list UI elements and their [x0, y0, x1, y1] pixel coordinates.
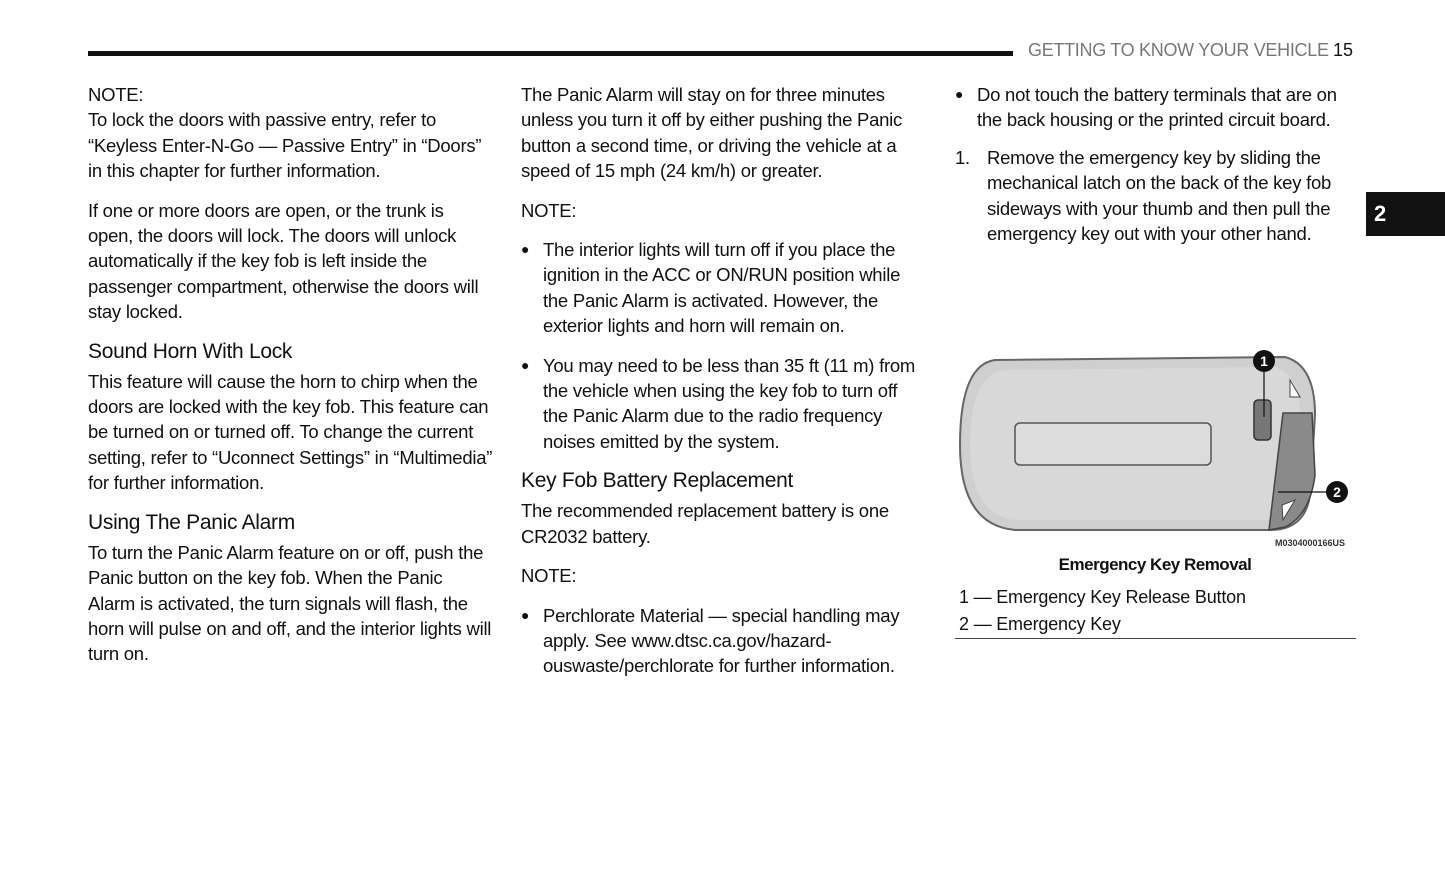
- step-text: Remove the emergency key by sliding the mechanical latch on the back of the key fob sideways with your thumb and then pull the emergency key out with your other hand.: [987, 146, 1332, 245]
- step-list: [955, 145, 1356, 247]
- figure-legend: [959, 584, 1246, 638]
- column-2: [521, 82, 926, 693]
- paragraph: This feature will cause the horn to chirp when the doors are locked with the key fob. This feature can be turned on or turned off. To change the current setting, refer to “Uconnect Settings” in “Multimedia” for further information.: [88, 370, 493, 494]
- figure-code: M0304000166US: [1275, 538, 1346, 548]
- bullet-item: ● The interior lights will turn off if you place the ignition in the ACC or ON/RUN position while the Panic Alarm is activated. However, the exterior lights and horn will remain on.: [521, 237, 926, 339]
- svg-text:1: 1: [1260, 353, 1268, 369]
- note-bullets: [521, 237, 926, 454]
- figure-caption: Emergency Key Removal: [1058, 555, 1252, 574]
- column-1: [88, 82, 493, 681]
- paragraph: If one or more doors are open, or the trunk is open, the doors will lock. The doors will unlock automatically if the key fob is left inside the passenger compartment, otherwise the doors will stay locked.: [88, 199, 479, 323]
- bullet-item: ● You may need to be less than 35 ft (11 m) from the vehicle when using the key fob to turn off the Panic Alarm due to the radio frequency noises emitted by the system.: [521, 353, 926, 455]
- note-label: NOTE:: [88, 84, 144, 105]
- heading-panic-alarm: Using The Panic Alarm: [88, 510, 295, 534]
- legend-item: 2 — Emergency Key: [959, 614, 1121, 634]
- note-label: NOTE:: [521, 565, 577, 587]
- paragraph: To turn the Panic Alarm feature on or off, push the Panic button on the key fob. When the Panic Alarm is activated, the turn signals will flash, the horn will pulse on and off, and the interior lights will turn on.: [88, 541, 492, 665]
- section-title: GETTING TO KNOW YOUR VEHICLE: [1028, 40, 1329, 60]
- note-text: To lock the doors with passive entry, refer to “Keyless Enter-N-Go — Passive Entry” in “Doors” in this chapter for further information.: [88, 109, 482, 182]
- bullet-item: ● Do not touch the battery terminals that are on the back housing or the printed circuit board.: [955, 82, 1356, 133]
- step-item: [955, 145, 1356, 247]
- paragraph: The recommended replacement battery is one CR2032 battery.: [521, 500, 889, 547]
- legend-item: 1 — Emergency Key Release Button: [959, 587, 1246, 607]
- heading-battery-replacement: Key Fob Battery Replacement: [521, 469, 794, 493]
- header-rule: [88, 51, 1013, 56]
- callout-1: [1253, 350, 1275, 372]
- step-number: 1.: [955, 146, 970, 168]
- legend-rule: [955, 638, 1356, 639]
- bullet-list: [955, 82, 1356, 133]
- page-number: 15: [1333, 40, 1354, 60]
- paragraph: The Panic Alarm will stay on for three minutes unless you turn it off by either pushing the Panic button a second time, or driving the vehicle at a speed of 15 mph (24 km/h) or greater.: [521, 84, 903, 182]
- column-3: [955, 82, 1356, 246]
- note-label: NOTE:: [521, 199, 577, 221]
- svg-text:2: 2: [1333, 484, 1341, 500]
- key-fob-illustration: [955, 345, 1355, 555]
- chapter-tab: 2: [1366, 192, 1445, 236]
- callout-2: [1326, 481, 1348, 503]
- heading-sound-horn: Sound Horn With Lock: [88, 339, 293, 363]
- bullet-item: ● Perchlorate Material — special handling may apply. See www.dtsc.ca.gov/hazard-ouswaste/perchlorate for further information.: [521, 603, 926, 679]
- note-bullets: [521, 603, 926, 679]
